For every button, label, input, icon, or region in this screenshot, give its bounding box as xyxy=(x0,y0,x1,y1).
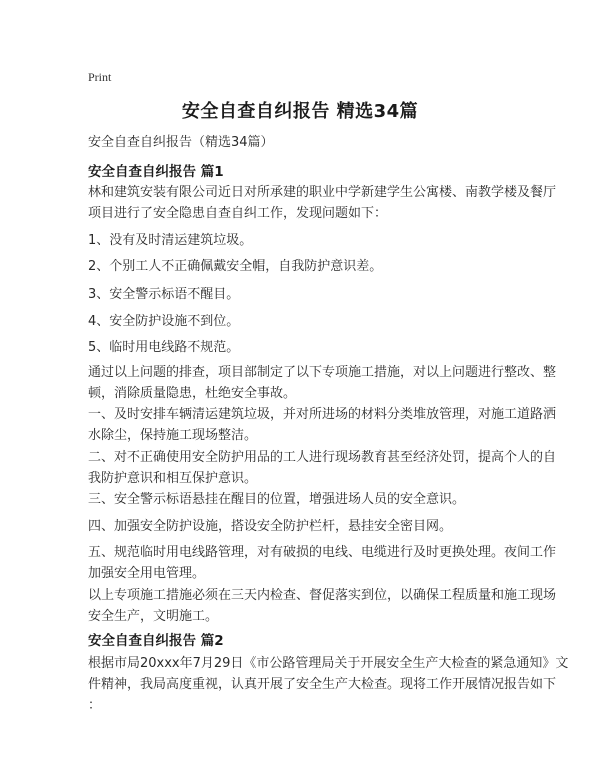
paragraph-line: 通过以上问题的排查，项目部制定了以下专项施工措施，对以上问题进行整改、整 xyxy=(88,365,557,380)
paragraph xyxy=(88,542,557,584)
paragraph xyxy=(88,404,557,446)
section-heading: 安全自查自纠报告 篇2 xyxy=(88,633,224,649)
paragraph-line: 项目进行了安全隐患自查自纠工作，发现问题如下： xyxy=(88,206,388,221)
print-label: Print xyxy=(88,70,112,84)
paragraph-line: 五、规范临时用电线路管理，对有破损的电线、电缆进行及时更换处理。夜间工作 xyxy=(88,545,557,560)
paragraph-line: 4、安全防护设施不到位。 xyxy=(88,314,240,329)
paragraph xyxy=(88,489,516,510)
paragraph xyxy=(88,362,557,404)
paragraph-line: 我防护意识和相互保护意识。 xyxy=(88,471,258,486)
paragraph-line: 顿，消除质量隐患，杜绝安全事故。 xyxy=(88,386,297,401)
paragraph xyxy=(88,284,516,305)
paragraph-line: 2、个别工人不正确佩戴安全帽，自我防护意识差。 xyxy=(88,259,383,274)
paragraph-line: 根据市局20xxx年7月29日《市公路管理局关于开展安全生产大检查的紧急通知》文 xyxy=(88,656,569,671)
section-heading: 安全自查自纠报告 篇1 xyxy=(88,164,224,180)
paragraph-line: 加强安全用电管理。 xyxy=(88,566,206,581)
paragraph xyxy=(88,256,516,277)
paragraph xyxy=(88,516,516,537)
paragraph-line: 水除尘，保持施工现场整洁。 xyxy=(88,428,258,443)
paragraph-line: 一、及时安排车辆清运建筑垃圾，并对所进场的材料分类堆放管理，对施工道路洒 xyxy=(88,407,557,422)
paragraph-line: 3、安全警示标语不醒目。 xyxy=(88,287,240,302)
document-title: 安全自查自纠报告 精选34篇 xyxy=(181,101,419,122)
paragraph-line: 以上专项施工措施必须在三天内检查、督促落实到位，以确保工程质量和施工现场 xyxy=(88,588,557,603)
paragraph xyxy=(88,337,516,358)
paragraph-line: 5、临时用电线路不规范。 xyxy=(88,340,240,355)
paragraph-line: 件精神，我局高度重视，认真开展了安全生产大检查。现将工作开展情况报告如下 xyxy=(88,677,557,692)
paragraph xyxy=(88,653,569,716)
paragraph-line: 1、没有及时清运建筑垃圾。 xyxy=(88,233,253,248)
paragraph xyxy=(88,447,557,489)
paragraph xyxy=(88,311,516,332)
document-subtitle: 安全自查自纠报告（精选34篇） xyxy=(88,135,274,150)
paragraph-line: 二、对不正确使用安全防护用品的工人进行现场教育甚至经济处罚，提高个人的自 xyxy=(88,450,557,465)
paragraph-line: 四、加强安全防护设施，搭设安全防护栏杆，悬挂安全密目网。 xyxy=(88,519,453,534)
paragraph-line: 安全生产，文明施工。 xyxy=(88,609,219,624)
paragraph-line: 林和建筑安装有限公司近日对所承建的职业中学新建学生公寓楼、南教学楼及餐厅 xyxy=(88,185,557,200)
paragraph-line: ： xyxy=(88,698,102,713)
paragraph xyxy=(88,230,516,251)
paragraph xyxy=(88,585,557,627)
paragraph xyxy=(88,182,557,224)
paragraph-line: 三、安全警示标语悬挂在醒目的位置，增强进场人员的安全意识。 xyxy=(88,492,466,507)
